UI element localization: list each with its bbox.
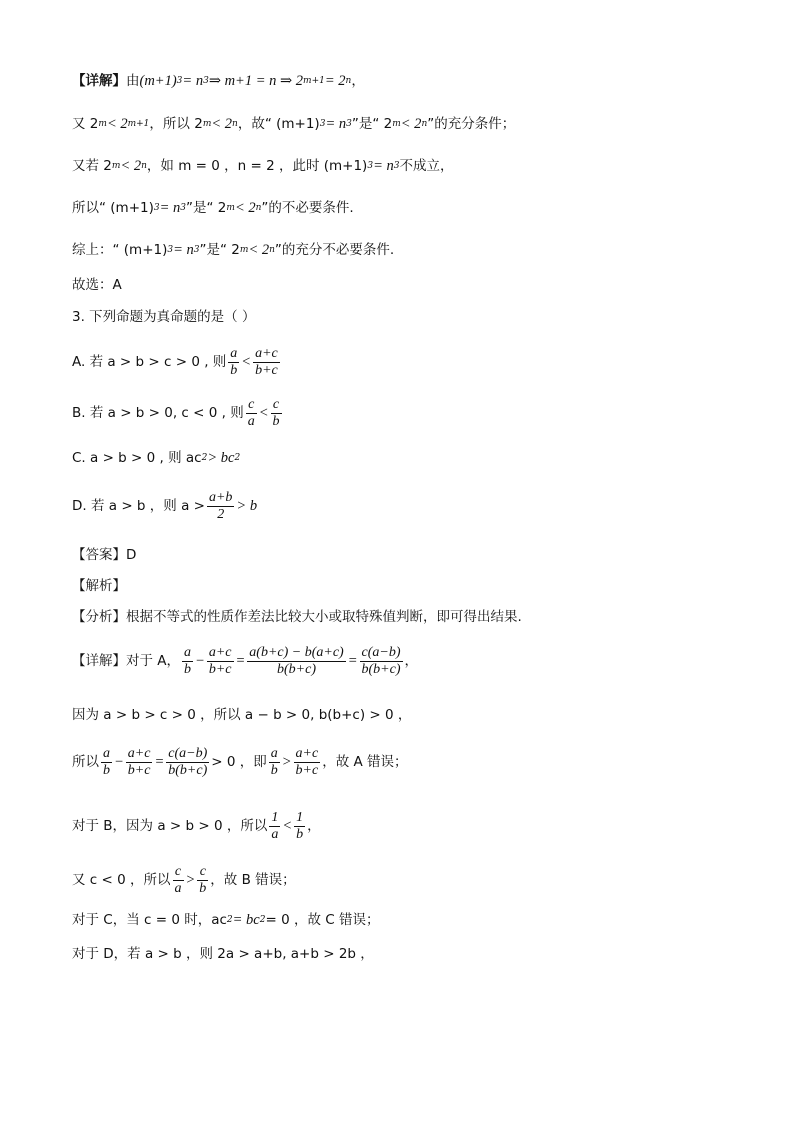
fraction: $\frac{a}{b}$: [230, 346, 238, 379]
detail-c: 对于 C，当 c = 0 时，ac 2 = bc 2 = 0 ，故 C 错误；: [72, 911, 380, 928]
because-line: 因为 a > b > c > 0 ，所以 a − b > 0, b(b+c) > 0 ，: [72, 707, 412, 723]
option-c: C. a > b > 0 , 则 ac 2 > bc 2: [72, 449, 241, 466]
detail-line-4: 所以“ (m+1) 3 = n 3 ”是“ 2 m < 2 n ”的不必要条件.: [72, 199, 354, 216]
option-a: A. 若 a > b > c > 0 , 则 $\frac{a}{b}$ < $\frac{a+c}{b+c}$: [72, 346, 278, 379]
fraction: $\frac{c}{a}$: [174, 864, 182, 897]
choice-result: 故选：A: [72, 277, 122, 293]
fraction: $\frac{a(b+c) - b(a+c)}{b(b+c)}$: [249, 645, 344, 678]
fraction: $\frac{a+c}{b+c}$: [295, 746, 319, 779]
fraction: $\frac{1}{b}$: [296, 810, 304, 843]
c-negative-line: 又 c < 0 ，所以 $\frac{c}{a}$ > $\frac{c}{b}$ ，故 B 错误；: [72, 864, 296, 897]
fraction: $\frac{c}{b}$: [199, 864, 207, 897]
detail-line-3: 又若 2 m < 2 n ，如 m = 0 ，n = 2 ，此时 (m+1) 3 = n 3 不成立，: [72, 157, 454, 174]
question-3-title: 3. 下列命题为真命题的是（ ）: [72, 309, 256, 325]
fraction: $\frac{1}{a}$: [271, 810, 279, 843]
fraction: $\frac{c}{b}$: [272, 397, 280, 430]
detail-line-2: 又 2 m < 2 m+1 ，所以 2 m < 2 n ，故“ (m+1) 3 = n 3 ”是“ 2 m < 2 n ”的充分条件；: [72, 115, 516, 132]
fraction: $\frac{a+c}{b+c}$: [208, 645, 232, 678]
detail-a: 【详解】对于 A， $\frac{a}{b}$ − $\frac{a+c}{b+c}$ = $\frac{a(b+c) - b(a+c)}{b(b+c)}$ = $\frac{c(a-b)}{b(b+c)}$ ，: [72, 645, 419, 678]
fraction: $\frac{c}{a}$: [247, 397, 255, 430]
fraction: $\frac{a+c}{b+c}$: [127, 746, 151, 779]
fraction: $\frac{a}{b}$: [184, 645, 192, 678]
analysis-label: 【解析】: [72, 578, 126, 594]
analysis-text: 【分析】根据不等式的性质作差法比较大小或取特殊值判断，即可得出结果.: [72, 609, 522, 625]
detail-d: 对于 D，若 a > b ，则 2a > a+b, a+b > 2b ，: [72, 946, 374, 962]
option-b: B. 若 a > b > 0, c < 0 , 则 $\frac{c}{a}$ < $\frac{c}{b}$: [72, 397, 280, 430]
detail-line-5: 综上：“ (m+1) 3 = n 3 ”是“ 2 m < 2 n ”的充分不必要条件.: [72, 241, 395, 258]
fraction: $\frac{a}{b}$: [103, 746, 110, 779]
option-d: D. 若 a > b ，则 a > $\frac{a+b}{2}$ > b: [72, 490, 258, 523]
detail-b: 对于 B，因为 a > b > 0 ，所以 $\frac{1}{a}$ < $\frac{1}{b}$ ，: [72, 810, 321, 843]
answer-label: 【答案】D: [72, 547, 137, 563]
fraction: $\frac{a}{b}$: [270, 746, 278, 779]
fraction: $\frac{c(a-b)}{b(b+c)}$: [361, 645, 401, 678]
fraction: $\frac{a+b}{2}$: [208, 490, 233, 523]
detail-line-1: 【详解】 由 (m+1) 3 = n 3 ⇒ m+1 = n ⇒ 2 m+1 = 2 n ，: [72, 72, 365, 89]
fraction: $\frac{a+c}{b+c}$: [255, 346, 278, 379]
fraction: $\frac{c(a-b)}{b(b+c)}$: [168, 746, 208, 779]
detail-label: 【详解】: [72, 72, 126, 89]
so-line: 所以 $\frac{a}{b}$ − $\frac{a+c}{b+c}$ = $\frac{c(a-b)}{b(b+c)}$ > 0 ，即 $\frac{a}{b}$ > $\frac{a+c}{b+c}$ ，故 A 错误；: [72, 746, 408, 779]
